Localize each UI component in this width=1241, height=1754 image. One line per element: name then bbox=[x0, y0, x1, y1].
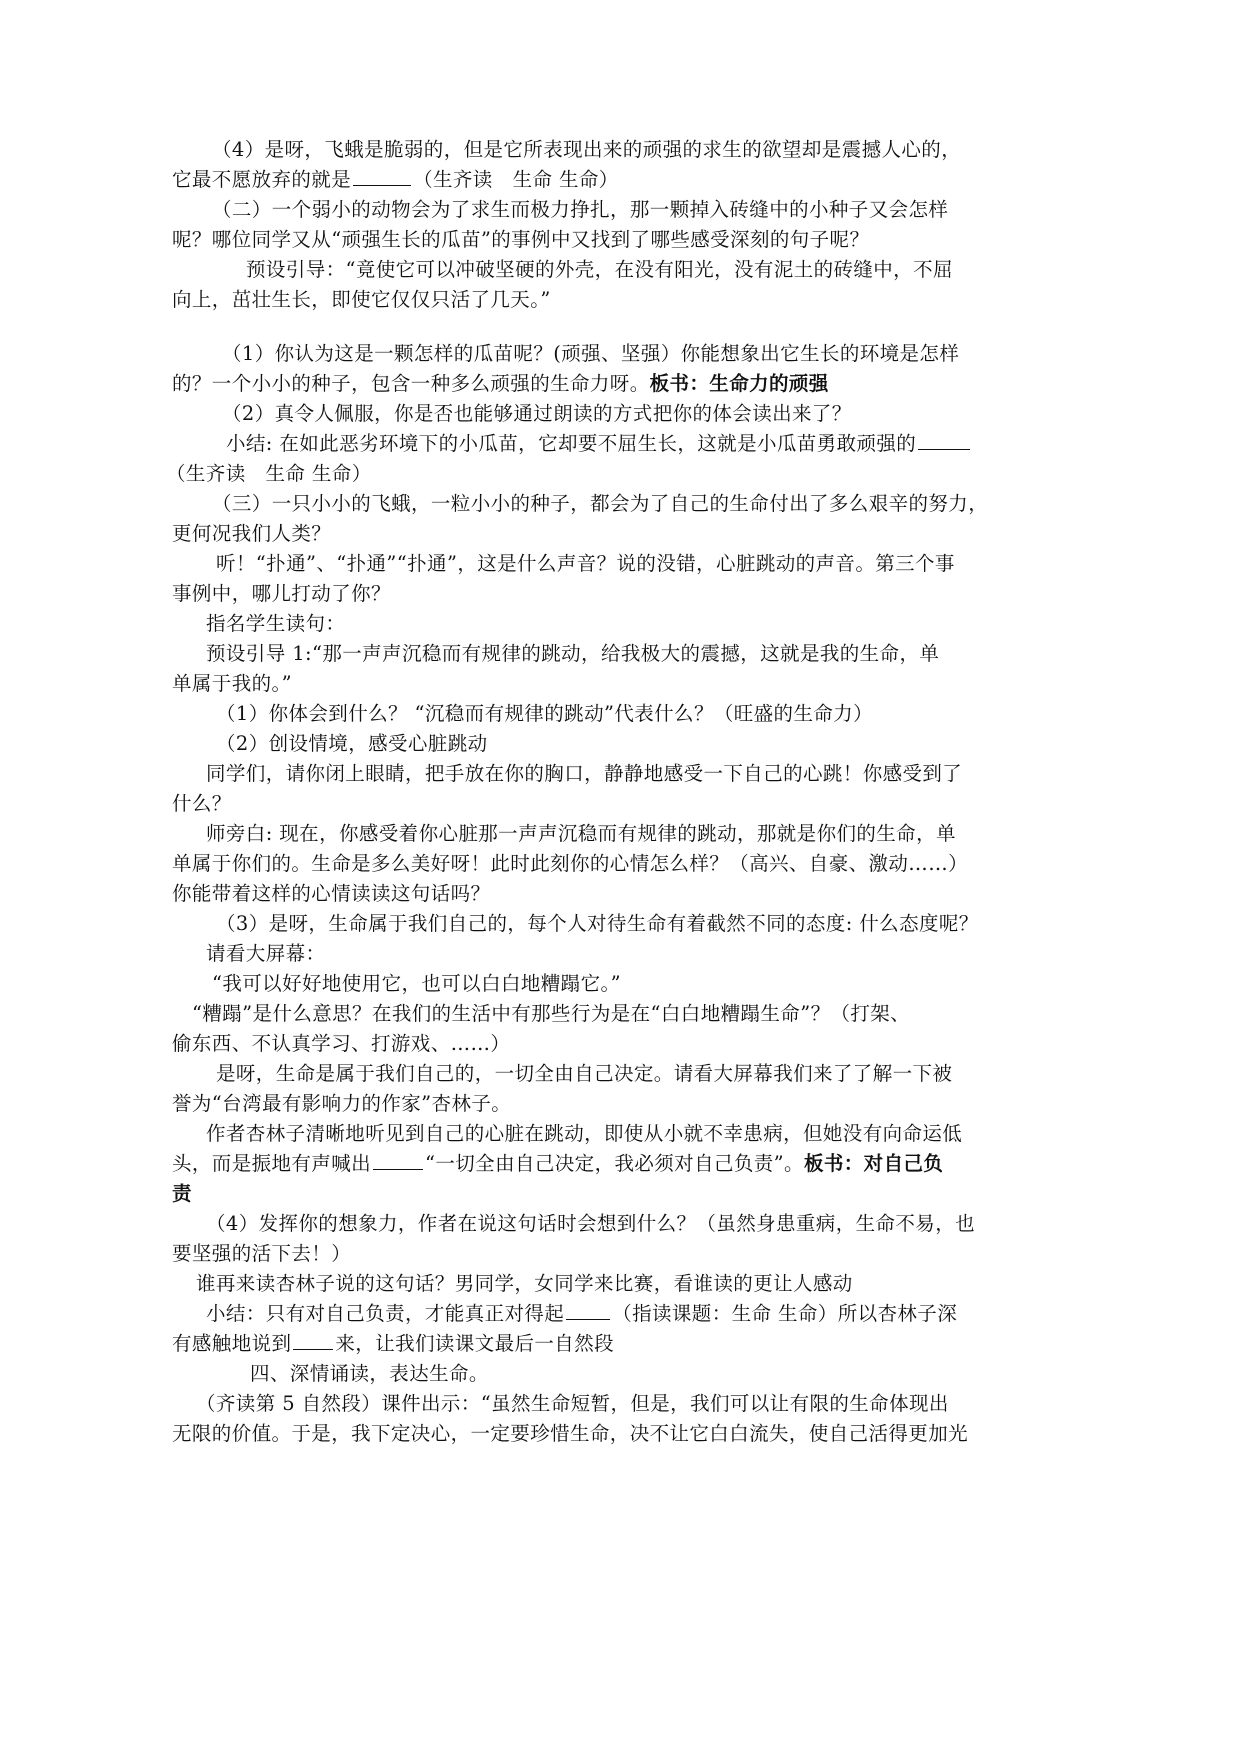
text-line: 誉为“台湾最有影响力的作家”杏林子。 bbox=[172, 1092, 512, 1115]
text-span: （生齐读 生命 生命） bbox=[413, 168, 619, 191]
text-line: （2）真令人佩服，你是否也能够通过朗读的方式把你的体会读出来了？ bbox=[222, 402, 852, 425]
fill-blank bbox=[353, 165, 411, 186]
text-line: 单属于我的。” bbox=[172, 672, 293, 695]
board-note: 板书：生命力的顽强 bbox=[649, 372, 829, 395]
text-line: 师旁白: 现在，你感受着你心脏那一声声沉稳而有规律的跳动，那就是你们的生命，单 bbox=[206, 822, 956, 845]
text-line: 要坚强的活下去！） bbox=[172, 1242, 352, 1265]
text-line: 向上，茁壮生长，即使它仅仅只活了几天。” bbox=[172, 288, 551, 311]
fill-blank bbox=[373, 1149, 423, 1170]
text-line: “糟蹋”是什么意思？在我们的生活中有那些行为是在“白白地糟蹋生命”？（打架、 bbox=[192, 1002, 911, 1025]
text-span: 头，而是振地有声喊出 bbox=[172, 1152, 372, 1175]
text-line: 请看大屏幕： bbox=[206, 942, 326, 965]
text-span: 有感触地说到 bbox=[172, 1332, 292, 1355]
fill-blank bbox=[293, 1329, 333, 1350]
text-line: “我可以好好地使用它，也可以白白地糟蹋它。” bbox=[212, 972, 621, 995]
section-heading: 四、深情诵读，表达生命。 bbox=[250, 1362, 489, 1385]
text-line: 预设引导 1:“那一声声沉稳而有规律的跳动，给我极大的震撼，这就是我的生命，单 bbox=[206, 642, 940, 665]
text-line: 呢？哪位同学又从“顽强生长的瓜苗”的事例中又找到了哪些感受深刻的句子呢？ bbox=[172, 228, 870, 251]
text-span: （指读课题：生命 生命）所以杏林子深 bbox=[612, 1302, 958, 1325]
text-line: （1）你体会到什么？ “沉稳而有规律的跳动”代表什么？（旺盛的生命力） bbox=[216, 702, 874, 725]
text-span: 来，让我们读课文最后一自然段 bbox=[335, 1332, 615, 1355]
text-line: （二）一个弱小的动物会为了求生而极力挣扎，那一颗掉入砖缝中的小种子又会怎样 bbox=[212, 198, 949, 221]
text-line: 单属于你们的。生命是多么美好呀！此时此刻你的心情怎么样？（高兴、自豪、激动……） bbox=[172, 852, 969, 875]
board-note: 责 bbox=[172, 1182, 192, 1205]
text-line: 指名学生读句： bbox=[206, 612, 346, 635]
text-span: 它最不愿放弃的就是 bbox=[172, 168, 352, 191]
text-line: 什么？ bbox=[172, 792, 232, 815]
text-line: （3）是呀，生命属于我们自己的，每个人对待生命有着截然不同的态度: 什么态度呢？ bbox=[216, 912, 979, 935]
text-line: 无限的价值。于是，我下定决心，一定要珍惜生命，决不让它白白流失，使自己活得更加光 bbox=[172, 1422, 969, 1445]
text-line bbox=[206, 1299, 957, 1329]
text-line: 是呀，生命是属于我们自己的，一切全由自己决定。请看大屏幕我们来了了解一下被 bbox=[216, 1062, 953, 1085]
text-line bbox=[172, 165, 619, 195]
text-span: “一切全由自己决定，我必须对自己负责”。 bbox=[425, 1152, 804, 1175]
text-line: 事例中，哪儿打动了你？ bbox=[172, 582, 391, 605]
text-line bbox=[172, 1149, 943, 1179]
text-line: （4）是呀，飞蛾是脆弱的，但是它所表现出来的顽强的求生的欲望却是震撼人心的， bbox=[212, 138, 962, 161]
text-line: （4）发挥你的想象力，作者在说这句话时会想到什么？（虽然身患重病，生命不易，也 bbox=[206, 1212, 976, 1235]
text-line: 谁再来读杏林子说的这句话？男同学，女同学来比赛，看谁读的更让人感动 bbox=[196, 1272, 853, 1295]
text-line: （齐读第 5 自然段）课件出示：“虽然生命短暂，但是，我们可以让有限的生命体现出 bbox=[196, 1392, 949, 1415]
board-note: 板书：对自己负 bbox=[803, 1152, 944, 1175]
text-span: 小结：只有对自己负责，才能真正对得起 bbox=[206, 1302, 565, 1325]
text-line: （2）创设情境，感受心脏跳动 bbox=[216, 732, 488, 755]
text-line: （三）一只小小的飞蛾，一粒小小的种子，都会为了自己的生命付出了多么艰辛的努力， bbox=[212, 492, 989, 515]
text-span: 的？一个小小的种子，包含一种多么顽强的生命力呀。 bbox=[172, 372, 650, 395]
text-line: （生齐读 生命 生命） bbox=[166, 462, 372, 485]
text-line: 预设引导：“竟使它可以冲破坚硬的外壳，在没有阳光，没有泥土的砖缝中，不屈 bbox=[246, 258, 953, 281]
text-line: 你能带着这样的心情读读这句话吗？ bbox=[172, 882, 491, 905]
text-line bbox=[172, 369, 829, 399]
fill-blank bbox=[918, 429, 970, 450]
text-line: 更何况我们人类？ bbox=[172, 522, 332, 545]
text-line: 作者杏林子清晰地听见到自己的心脏在跳动，即使从小就不幸患病，但她没有向命运低 bbox=[206, 1122, 963, 1145]
text-line: （1）你认为这是一颗怎样的瓜苗呢？(顽强、坚强）你能想象出它生长的环境是怎样 bbox=[222, 342, 960, 365]
fill-blank bbox=[566, 1299, 610, 1320]
text-line bbox=[172, 1329, 614, 1359]
text-line: 听！“扑通”、“扑通”“扑通”，这是什么声音？说的没错，心脏跳动的声音。第三个事 bbox=[216, 552, 955, 575]
text-line: 偷东西、不认真学习、打游戏、……） bbox=[172, 1032, 511, 1055]
text-line: 同学们，请你闭上眼睛，把手放在你的胸口，静静地感受一下自己的心跳！你感受到了 bbox=[206, 762, 963, 785]
text-line bbox=[226, 429, 972, 459]
text-span: 小结: 在如此恶劣环境下的小瓜苗，它却要不屈生长，这就是小瓜苗勇敢顽强的 bbox=[226, 432, 917, 455]
